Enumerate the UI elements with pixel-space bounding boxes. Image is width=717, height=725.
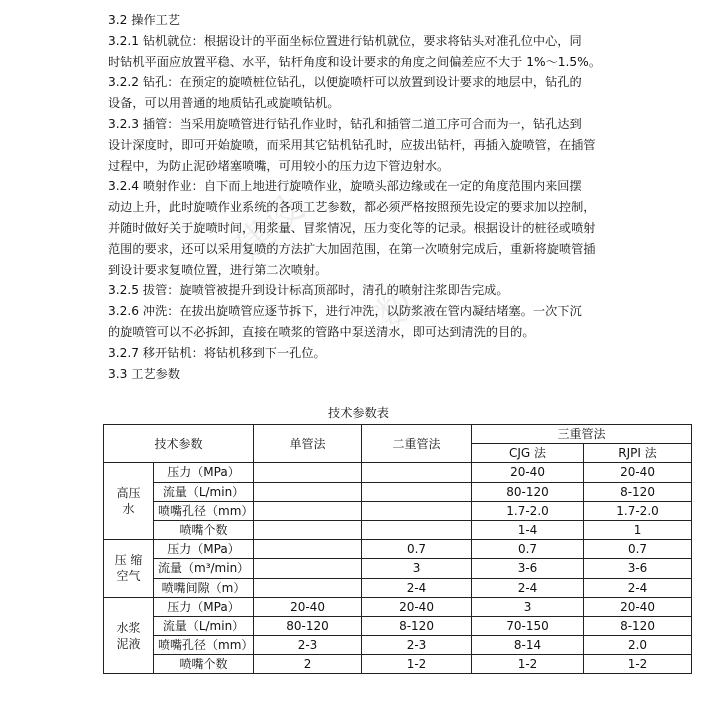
paragraph-line: 3.2.2 钻孔：在预定的旋喷桩位钻孔，以便旋喷杆可以放置到设计要求的地层中，钻孔的 bbox=[108, 75, 582, 90]
param-label: 流量（L/min） bbox=[154, 482, 254, 501]
cell-double: 2-3 bbox=[362, 636, 472, 655]
cell-double bbox=[362, 463, 472, 482]
paragraph-line: 设备，可以用普通的地质钻孔或旋喷钻机。 bbox=[108, 96, 340, 111]
group-label-line: 水浆 bbox=[116, 620, 141, 635]
cell-single: 20-40 bbox=[254, 597, 362, 616]
table-row bbox=[104, 636, 692, 655]
header-single: 单管法 bbox=[254, 425, 362, 463]
cell-rjpi: 1.7-2.0 bbox=[584, 501, 692, 520]
cell-double bbox=[362, 520, 472, 539]
param-label: 喷嘴个数 bbox=[154, 520, 254, 539]
cell-rjpi: 8-120 bbox=[584, 482, 692, 501]
header-double: 二重管法 bbox=[362, 425, 472, 463]
cell-double: 8-120 bbox=[362, 616, 472, 635]
table-row bbox=[104, 520, 692, 539]
table-row bbox=[104, 501, 692, 520]
cell-rjpi: 8-120 bbox=[584, 616, 692, 635]
cell-single bbox=[254, 540, 362, 559]
cell-cjg: 3-6 bbox=[472, 559, 584, 578]
cell-single: 80-120 bbox=[254, 616, 362, 635]
paragraph-line: 3.2.3 插管：当采用旋喷管进行钻孔作业时，钻孔和插管二道工序可合而为一，钻孔达到 bbox=[108, 116, 582, 131]
param-label: 喷嘴孔径（mm） bbox=[154, 636, 254, 655]
param-label: 压力（MPa） bbox=[154, 540, 254, 559]
paragraph-line: 3.2.1 钻机就位：根据设计的平面坐标位置进行钻机就位，要求将钻头对准孔位中心，同 bbox=[108, 33, 582, 48]
paragraph-line: 并随时做好关于旋喷时间，用浆量、冒浆情况，压力变化等的记录。根据设计的桩径或喷射 bbox=[108, 220, 596, 235]
table-header-row bbox=[104, 425, 692, 444]
table-row bbox=[104, 482, 692, 501]
cell-double: 2-4 bbox=[362, 578, 472, 597]
cell-single bbox=[254, 559, 362, 578]
paragraph-line: 时钻机平面应放置平稳、水平，钻杆角度和设计要求的角度之间偏差应不大于 1%～1.5%。 bbox=[108, 54, 601, 69]
group-label-line: 泥液 bbox=[116, 636, 141, 651]
cell-cjg: 1-2 bbox=[472, 655, 584, 674]
paragraph-line: 3.2.7 移开钻机：将钻机移到下一孔位。 bbox=[108, 345, 326, 360]
cell-rjpi: 3-6 bbox=[584, 559, 692, 578]
cell-cjg: 20-40 bbox=[472, 463, 584, 482]
group-label-line: 空气 bbox=[116, 569, 141, 584]
cell-rjpi: 20-40 bbox=[584, 597, 692, 616]
cell-rjpi: 1 bbox=[584, 520, 692, 539]
param-label: 流量（m³/min） bbox=[154, 559, 254, 578]
param-label: 喷嘴间隙（m） bbox=[154, 578, 254, 597]
group-label bbox=[104, 540, 154, 598]
param-label: 喷嘴个数 bbox=[154, 655, 254, 674]
cell-double: 0.7 bbox=[362, 540, 472, 559]
paragraph-line: 3.2.6 冲洗：在拔出旋喷管应逐节拆下，进行冲洗，以防浆液在管内凝结堵塞。一次下沉 bbox=[108, 304, 582, 319]
cell-double: 20-40 bbox=[362, 597, 472, 616]
cell-cjg: 80-120 bbox=[472, 482, 584, 501]
cell-cjg: 0.7 bbox=[472, 540, 584, 559]
parameter-table bbox=[103, 424, 692, 674]
cell-single: 2 bbox=[254, 655, 362, 674]
cell-single bbox=[254, 482, 362, 501]
paragraph-line: 过程中，为防止泥砂堵塞喷嘴，可用较小的压力边下管边射水。 bbox=[108, 158, 450, 173]
group-label-line: 水 bbox=[122, 502, 135, 517]
cell-single bbox=[254, 501, 362, 520]
paragraph-line: 范围的要求，还可以采用复喷的方法扩大加固范围，在第一次喷射完成后，重新将旋喷管插 bbox=[108, 241, 596, 256]
cell-single: 2-3 bbox=[254, 636, 362, 655]
cell-rjpi: 2-4 bbox=[584, 578, 692, 597]
cell-double: 1-2 bbox=[362, 655, 472, 674]
header-rjpi: RJPI 法 bbox=[584, 444, 692, 463]
paragraph-line: 3.2.4 喷射作业：自下而上地进行旋喷作业，旋喷头部边缘或在一定的角度范围内来回摆 bbox=[108, 179, 582, 194]
cell-cjg: 70-150 bbox=[472, 616, 584, 635]
param-label: 压力（MPa） bbox=[154, 463, 254, 482]
cell-cjg: 2-4 bbox=[472, 578, 584, 597]
cell-single bbox=[254, 520, 362, 539]
group-label bbox=[104, 463, 154, 540]
cell-single bbox=[254, 578, 362, 597]
cell-rjpi: 1-2 bbox=[584, 655, 692, 674]
group-label bbox=[104, 597, 154, 674]
table-row bbox=[104, 616, 692, 635]
watermark-text-2: 数 bbox=[367, 278, 428, 340]
paragraph-line: 到设计要求复喷位置，进行第二次喷射。 bbox=[108, 262, 328, 277]
cell-double bbox=[362, 482, 472, 501]
group-label-line: 压 缩 bbox=[114, 553, 143, 568]
cell-rjpi: 0.7 bbox=[584, 540, 692, 559]
cell-cjg: 8-14 bbox=[472, 636, 584, 655]
header-param: 技术参数 bbox=[104, 425, 254, 463]
cell-cjg: 1.7-2.0 bbox=[472, 501, 584, 520]
section-heading: 3.2 操作工艺 bbox=[108, 13, 181, 27]
cell-single bbox=[254, 463, 362, 482]
header-cjg: CJG 法 bbox=[472, 444, 584, 463]
cell-cjg: 1-4 bbox=[472, 520, 584, 539]
cell-rjpi: 2.0 bbox=[584, 636, 692, 655]
header-triple: 三重管法 bbox=[472, 425, 692, 444]
cell-double bbox=[362, 501, 472, 520]
param-label: 压力（MPa） bbox=[154, 597, 254, 616]
body-text bbox=[108, 10, 708, 384]
paragraph-line: 3.2.5 拔管：旋喷管被提升到设计标高顶部时，清孔的喷射注浆即告完成。 bbox=[108, 283, 509, 298]
paragraph-line: 动边上升，此时旋喷作业系统的各项工艺参数，都必须严格按照预先设定的要求加以控制， bbox=[108, 200, 596, 215]
section-heading: 3.3 工艺参数 bbox=[108, 366, 181, 381]
watermark-text: 建设 bbox=[226, 185, 312, 270]
table-row bbox=[104, 559, 692, 578]
table-caption: 技术参数表 bbox=[328, 406, 389, 420]
cell-double: 3 bbox=[362, 559, 472, 578]
table-row bbox=[104, 597, 692, 616]
table-row bbox=[104, 655, 692, 674]
param-label: 喷嘴孔径（mm） bbox=[154, 501, 254, 520]
param-label: 流量（L/min） bbox=[154, 616, 254, 635]
table-row bbox=[104, 540, 692, 559]
cell-cjg: 3 bbox=[472, 597, 584, 616]
table-row bbox=[104, 463, 692, 482]
paragraph-line: 设计深度时，即可开始旋喷，而采用其它钻机钻孔时，应拔出钻杆，再插入旋喷管，在插管 bbox=[108, 137, 596, 152]
cell-rjpi: 20-40 bbox=[584, 463, 692, 482]
group-label-line: 高压 bbox=[116, 486, 141, 501]
table-row bbox=[104, 578, 692, 597]
paragraph-line: 的旋喷管可以不必拆卸，直接在喷浆的管路中泵送清水，即可达到清洗的目的。 bbox=[108, 324, 535, 339]
